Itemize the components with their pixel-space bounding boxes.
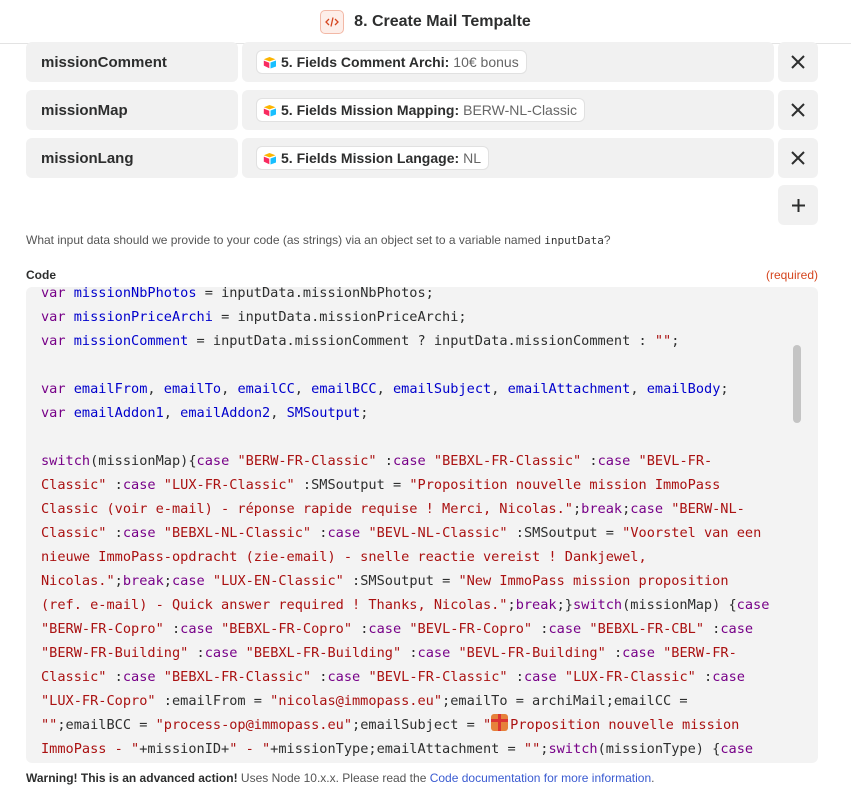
code-token: case: [597, 453, 631, 469]
code-token: "BEBXL-FR-Building": [245, 645, 402, 661]
code-token: var: [41, 333, 66, 349]
airtable-icon: [263, 56, 277, 69]
code-token: :: [106, 525, 123, 541]
code-line: [41, 521, 801, 545]
plus-icon: [791, 198, 806, 213]
close-icon: [791, 55, 805, 69]
code-token: ;: [720, 381, 729, 397]
code-token: [66, 333, 74, 349]
code-token: Proposition nouvelle mission: [510, 717, 740, 733]
code-token: case: [392, 453, 426, 469]
code-token: ;: [540, 741, 549, 757]
code-token: SMSoutput: [286, 405, 361, 421]
code-token: "BEVL-NL-Classic": [368, 525, 508, 541]
code-token: ,: [221, 381, 238, 397]
code-token: "": [523, 741, 541, 757]
input-key-field[interactable]: missionMap: [26, 90, 238, 130]
add-input-row-button[interactable]: [778, 185, 818, 225]
code-token: ,: [294, 381, 312, 397]
code-token: "BEVL-FR-: [638, 453, 713, 469]
code-token: "BERW-FR-Classic": [237, 453, 377, 469]
mapped-field-pill[interactable]: [256, 146, 489, 170]
code-token: var: [41, 287, 66, 301]
help-code-token: inputData: [544, 234, 604, 247]
code-token: ;emailBCC =: [57, 717, 156, 733]
code-token: case: [196, 453, 230, 469]
code-token: case: [171, 573, 205, 589]
code-token: :: [106, 477, 123, 493]
code-token: "Voorstel van een: [622, 525, 762, 541]
code-token: [66, 405, 74, 421]
code-token: switch: [548, 741, 598, 757]
code-documentation-link[interactable]: Code documentation for more information: [429, 771, 652, 785]
code-token: :: [704, 621, 721, 637]
code-token: :SMSoutput =: [507, 525, 623, 541]
editor-scroll-thumb[interactable]: [793, 345, 801, 423]
code-token: "BEVL-FR-Classic": [368, 669, 508, 685]
code-token: :: [188, 645, 205, 661]
code-token: " - ": [229, 741, 271, 757]
code-token: case: [630, 501, 664, 517]
code-token: "nicolas@immopass.eu": [270, 693, 443, 709]
warning-footer: Warning! This is an advanced action! Uses Node 10.x.x. Please read the Code documentation for more information.: [26, 771, 655, 785]
code-token: ;: [163, 573, 172, 589]
code-token: :: [605, 645, 623, 661]
input-data-row: [26, 138, 818, 178]
code-line: [41, 593, 801, 617]
input-key-field[interactable]: missionComment: [26, 42, 238, 82]
code-token: missionComment: [73, 333, 189, 349]
mapped-field-source: 5. Fields Mission Langage:: [281, 150, 460, 166]
input-data-row: [26, 90, 818, 130]
remove-row-button[interactable]: [778, 42, 818, 82]
code-token: :: [581, 453, 598, 469]
code-token: :: [532, 621, 549, 637]
input-data-help-text: What input data should we provide to your code (as strings) via an object set to a variable named inputData?: [26, 233, 611, 247]
code-token: case: [204, 645, 238, 661]
code-token: ;: [622, 501, 631, 517]
code-line: [41, 665, 801, 689]
code-token: [205, 573, 213, 589]
code-token: emailCC: [237, 381, 295, 397]
code-token: case: [327, 669, 361, 685]
code-token: "LUX-EN-Classic": [212, 573, 344, 589]
code-token: case: [720, 741, 754, 757]
input-value-field[interactable]: [242, 90, 774, 130]
code-token: [66, 381, 74, 397]
mapped-field-pill[interactable]: [256, 50, 527, 74]
code-token: emailSubject: [393, 381, 492, 397]
code-token: (missionMap){: [90, 453, 197, 469]
code-token: [156, 669, 164, 685]
code-line: [41, 329, 801, 353]
mapped-field-value: 10€ bonus: [453, 54, 519, 70]
code-token: case: [417, 645, 451, 661]
code-token: emailBody: [646, 381, 721, 397]
code-token: Nicolas.": [41, 573, 115, 589]
code-token: "BEVL-FR-Copro": [409, 621, 533, 637]
remove-row-button[interactable]: [778, 138, 818, 178]
code-token: "BEBXL-FR-CBL": [589, 621, 704, 637]
code-token: [66, 309, 74, 325]
code-token: = inputData.missionComment ? inputData.missionComment :: [188, 333, 655, 349]
code-token: case: [122, 669, 156, 685]
code-token: "": [654, 333, 672, 349]
code-token: case: [122, 525, 156, 541]
code-token: ": [482, 717, 492, 733]
code-token: :: [311, 669, 328, 685]
airtable-icon: [263, 104, 277, 117]
code-token: :: [401, 645, 418, 661]
code-token: "BERW-FR-Building": [41, 645, 189, 661]
code-token: ;emailSubject =: [352, 717, 483, 733]
code-token: "process-op@immopass.eu": [155, 717, 353, 733]
code-token: "BERW-NL-: [671, 501, 745, 517]
code-token: case: [548, 621, 582, 637]
code-token: [66, 287, 74, 301]
code-token: ImmoPass - ": [41, 741, 140, 757]
code-token: break: [581, 501, 623, 517]
code-token: emailAddon2: [180, 405, 271, 421]
code-line: [41, 305, 801, 329]
code-line: [41, 689, 801, 713]
code-token: :: [376, 453, 393, 469]
code-token: (missionType) {: [597, 741, 721, 757]
code-token: case: [180, 621, 213, 637]
code-line: [41, 353, 801, 377]
code-token: emailBCC: [311, 381, 377, 397]
mapped-field-source: 5. Fields Mission Mapping:: [281, 102, 460, 118]
mapped-field-pill[interactable]: [256, 98, 585, 122]
code-token: "": [41, 717, 58, 733]
editor-scrollbar[interactable]: [792, 293, 802, 755]
code-token: "BERW-FR-Copro": [41, 621, 164, 637]
code-token: ;emailTo = archiMail;emailCC =: [442, 693, 688, 709]
code-icon: [320, 10, 344, 34]
code-token: [663, 501, 671, 517]
code-token: [655, 645, 663, 661]
code-token: ;: [114, 573, 123, 589]
code-label: Code: [26, 268, 56, 282]
code-token: +missionID+: [139, 741, 230, 757]
code-token: missionPriceArchi: [73, 309, 213, 325]
code-line: [41, 641, 801, 665]
code-token: Classic (voir e-mail) - réponse rapide requise ! Merci, Nicolas.": [41, 501, 573, 517]
code-token: [237, 645, 245, 661]
code-token: [426, 453, 434, 469]
step-header: [0, 0, 851, 44]
code-token: :emailFrom =: [155, 693, 271, 709]
code-token: case: [622, 645, 655, 661]
code-token: "Proposition nouvelle mission ImmoPass: [409, 477, 721, 493]
code-token: :: [507, 669, 524, 685]
code-token: [156, 525, 164, 541]
code-token: case: [736, 597, 770, 613]
code-token: ,: [630, 381, 647, 397]
code-token: [213, 621, 221, 637]
code-token: ;: [360, 405, 369, 421]
remove-row-button[interactable]: [778, 90, 818, 130]
airtable-icon: [263, 152, 277, 165]
code-token: "BEBXL-FR-Copro": [221, 621, 353, 637]
code-token: switch: [572, 597, 623, 613]
code-token: emailAddon1: [73, 405, 164, 421]
code-token: case: [523, 669, 557, 685]
code-token: break: [122, 573, 164, 589]
mapped-field-source: 5. Fields Comment Archi:: [281, 54, 450, 70]
code-token: "BERW-FR-: [663, 645, 737, 661]
code-token: :: [106, 669, 123, 685]
code-line: [41, 377, 801, 401]
code-token: :: [163, 621, 181, 637]
input-data-row: [26, 42, 818, 82]
code-token: break: [515, 597, 557, 613]
code-token: "BEBXL-FR-Classic": [433, 453, 582, 469]
code-token: ,: [270, 405, 287, 421]
code-line: [41, 449, 801, 473]
code-token: var: [41, 309, 66, 325]
code-line: [41, 617, 801, 641]
input-value-field[interactable]: [242, 138, 774, 178]
code-token: "BEVL-FR-Building": [458, 645, 606, 661]
code-token: "New ImmoPass mission proposition: [458, 573, 729, 589]
code-token: ,: [491, 381, 508, 397]
code-content[interactable]: [41, 287, 801, 761]
code-token: emailFrom: [73, 381, 148, 397]
code-token: (missionMap) {: [622, 597, 737, 613]
code-token: "LUX-FR-Copro": [41, 693, 156, 709]
code-token: ,: [147, 381, 164, 397]
code-token: :: [352, 621, 369, 637]
code-line: [41, 497, 801, 521]
input-value-field[interactable]: [242, 42, 774, 82]
code-token: emailTo: [163, 381, 222, 397]
code-token: Classic": [41, 477, 107, 493]
code-line: [41, 569, 801, 593]
input-key-field[interactable]: missionLang: [26, 138, 238, 178]
code-token: case: [368, 621, 402, 637]
code-line: [41, 425, 801, 449]
code-token: ;: [507, 597, 516, 613]
code-token: emailAttachment: [507, 381, 631, 397]
code-token: switch: [41, 453, 91, 469]
code-token: :SMSoutput =: [343, 573, 459, 589]
code-token: var: [41, 381, 66, 397]
code-line: [41, 545, 801, 569]
code-token: Classic": [41, 525, 107, 541]
code-token: :: [695, 669, 713, 685]
code-token: = inputData.missionNbPhotos;: [196, 287, 434, 301]
code-token: = inputData.missionPriceArchi;: [212, 309, 467, 325]
close-icon: [791, 103, 805, 117]
code-token: [557, 669, 565, 685]
code-token: case: [327, 525, 361, 541]
code-token: "BEBXL-FR-Classic": [163, 669, 312, 685]
code-token: "BEBXL-NL-Classic": [163, 525, 312, 541]
code-token: case: [712, 669, 745, 685]
close-icon: [791, 151, 805, 165]
code-token: var: [41, 405, 66, 421]
code-token: "LUX-FR-Classic": [163, 477, 295, 493]
page-title: 8. Create Mail Tempalte: [354, 12, 531, 30]
code-token: [630, 453, 638, 469]
code-token: case: [720, 621, 754, 637]
code-token: "LUX-FR-Classic": [564, 669, 696, 685]
code-token: :SMSoutput =: [294, 477, 410, 493]
code-token: ,: [163, 405, 181, 421]
required-indicator: (required): [765, 268, 818, 282]
code-token: missionNbPhotos: [73, 287, 197, 301]
code-token: case: [122, 477, 156, 493]
code-line: [41, 473, 801, 497]
code-token: +missionType;emailAttachment =: [270, 741, 524, 757]
code-editor[interactable]: [26, 287, 818, 763]
code-token: (ref. e-mail) - Quick answer required ! Thanks, Nicolas.": [41, 597, 508, 613]
code-token: ,: [376, 381, 393, 397]
mapped-field-value: BERW-NL-Classic: [463, 102, 577, 118]
code-token: nieuwe ImmoPass-opdracht (zie-email) - snelle reactie vereist ! Dankjewel,: [41, 549, 647, 565]
code-token: ;: [572, 501, 582, 517]
code-line: [41, 713, 801, 737]
warning-text: Warning! This is an advanced action!: [26, 771, 238, 785]
code-token: ;}: [556, 597, 573, 613]
code-token: [156, 477, 164, 493]
code-token: ;: [671, 333, 680, 349]
code-token: :: [311, 525, 328, 541]
code-line: [41, 737, 801, 761]
gift-icon: [491, 714, 508, 731]
code-line: [41, 287, 801, 305]
code-token: Classic": [41, 669, 107, 685]
code-line: [41, 401, 801, 425]
mapped-field-value: NL: [463, 150, 482, 166]
